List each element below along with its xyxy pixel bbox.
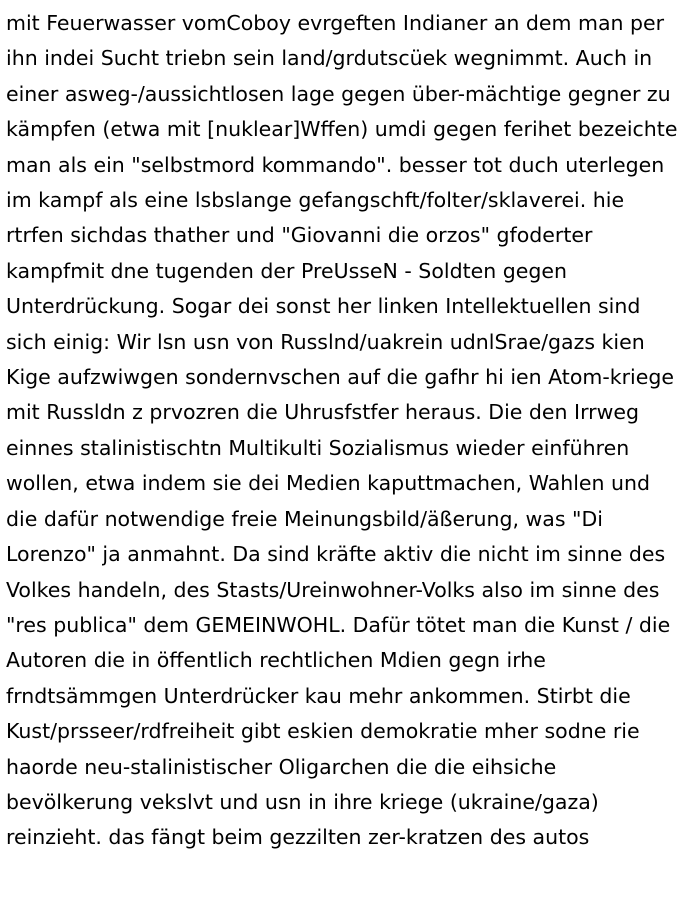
document-body-text: mit Feuerwasser vomCoboy evrgeften Indianer an dem man per ihn indei Sucht triebn sein land/grdutscüek wegnimmt. Auch in einer asweg-/aussichtlosen lage gegen über-mächtige gegner zu kämpfen (etwa mit [nuklear]Wffen) umdi gegen ferihet bezeichte man als ein "selbstmord kommando". besser tot duch uterlegen im kampf als eine lsbslange gefangschft/folter/sklaverei. hie rtrfen sichdas thather und "Giovanni die orzos" gfoderter kampfmit dne tugenden der PreUsseN - Soldten gegen Unterdrückung. Sogar dei sonst her linken Intellektuellen sind sich einig: Wir lsn usn von Russlnd/uakrein udnlSrae/gazs kien Kige aufzwiwgen sondernvschen auf die gafhr hi ien Atom-kriege mit Russldn z prvozren die Uhrusfstfer heraus. Die den Irrweg einnes stalinistischtn Multikulti Sozialismus wieder einführen wollen, etwa indem sie dei Medien kaputtmachen, Wahlen und die dafür notwendige freie Meinungsbild/äßerung, was "Di Lorenzo" ja anmahnt. Da sind kräfte aktiv die nicht im sinne des Volkes handeln, des Stasts/Ureinwohner-Volks also im sinne des "res publica" dem GEMEINWOHL. Dafür tötet man die Kunst / die Autoren die in öffentlich rechtlichen Mdien gegn irhe frndtsämmgen Unterdrücker kau mehr ankommen. Stirbt die Kust/prsseer/rdfreiheit gibt eskien demokratie mher sodne rie haorde neu-stalinistischer Oligarchen die die eihsiche bevölkerung vekslvt und usn in ihre kriege (ukraine/gaza) reinzieht. das fängt beim gezzilten zer-kratzen des autos bbox=[6, 11, 684, 850]
